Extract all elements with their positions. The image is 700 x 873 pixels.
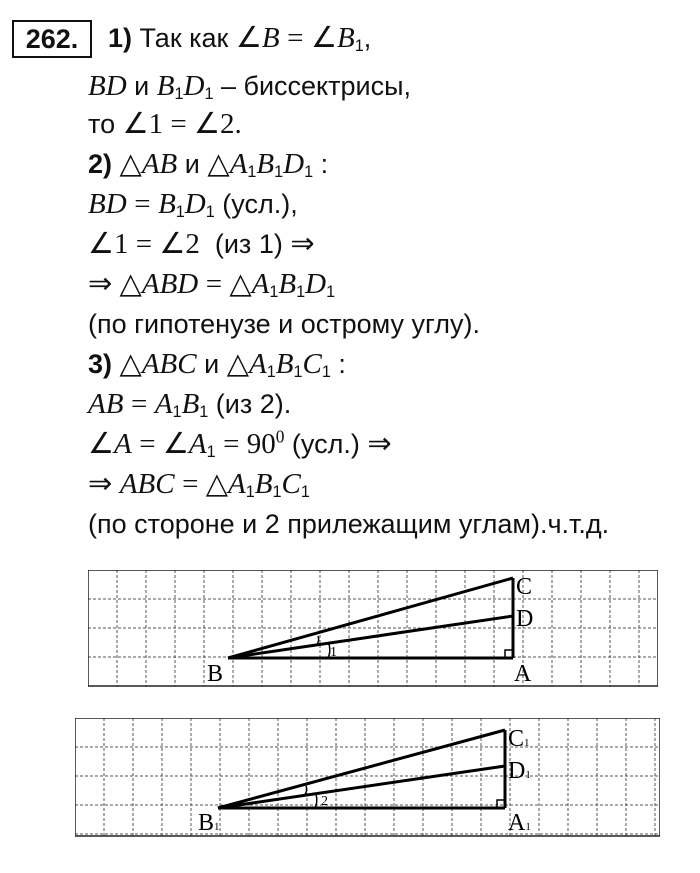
angle-2-label: 2 [321,794,328,809]
figure-triangle-abc [88,570,658,690]
solution-line-3: то ∠1 = ∠2. [88,108,242,140]
solution-line-5: BD = $B_1D_1$ (усл.), [88,188,298,222]
svg-text:C1: C1 [508,726,530,752]
svg-text:D1: D1 [508,758,531,784]
solution-line-2: BD и $B_1D_1$ – биссектрисы, [88,70,412,104]
vertex-a-label: A [514,661,532,687]
solution-line-9: 3) △ABC и $\triangle A_1B_1C_1$ : [88,348,346,382]
solution-line-7: ⇒ △ABD = $\triangle A_1B_1D_1$ [88,268,336,302]
svg-text:B1: B1 [198,810,220,836]
solution-line-13: (по стороне и 2 прилежащим углам).ч.т.д. [88,509,610,539]
bisector-bd [228,616,513,658]
vertex-d-label: D [516,606,534,632]
solution-line-11: ∠A = $\angle A_1 = 90^0$ (усл.) ⇒ [88,426,392,462]
solution-line-12: ⇒ ABC = $\triangle A_1B_1C_1$ [88,468,310,502]
solution-line-1: 1) Так как ∠B = $\angle B_1$, [108,22,372,56]
figure-triangle-a1b1c1 [75,718,660,840]
solution-line-6: ∠1 = ∠2 (из 1) ⇒ [88,228,315,260]
problem-number: 262. [12,20,92,58]
solution-line-8: (по гипотенузе и острому углу). [88,309,481,339]
vertex-b-label: B [207,661,224,687]
vertex-c-label: C [516,574,533,600]
solution-line-4: 2) △AB и $\triangle A_1B_1D_1$ : [88,148,329,182]
side-bc [228,578,513,658]
angle-1-label: 1 [330,645,337,660]
solution-line-10: AB = $A_1B_1$ (из 2). [88,388,292,422]
svg-text:A1: A1 [508,810,531,836]
